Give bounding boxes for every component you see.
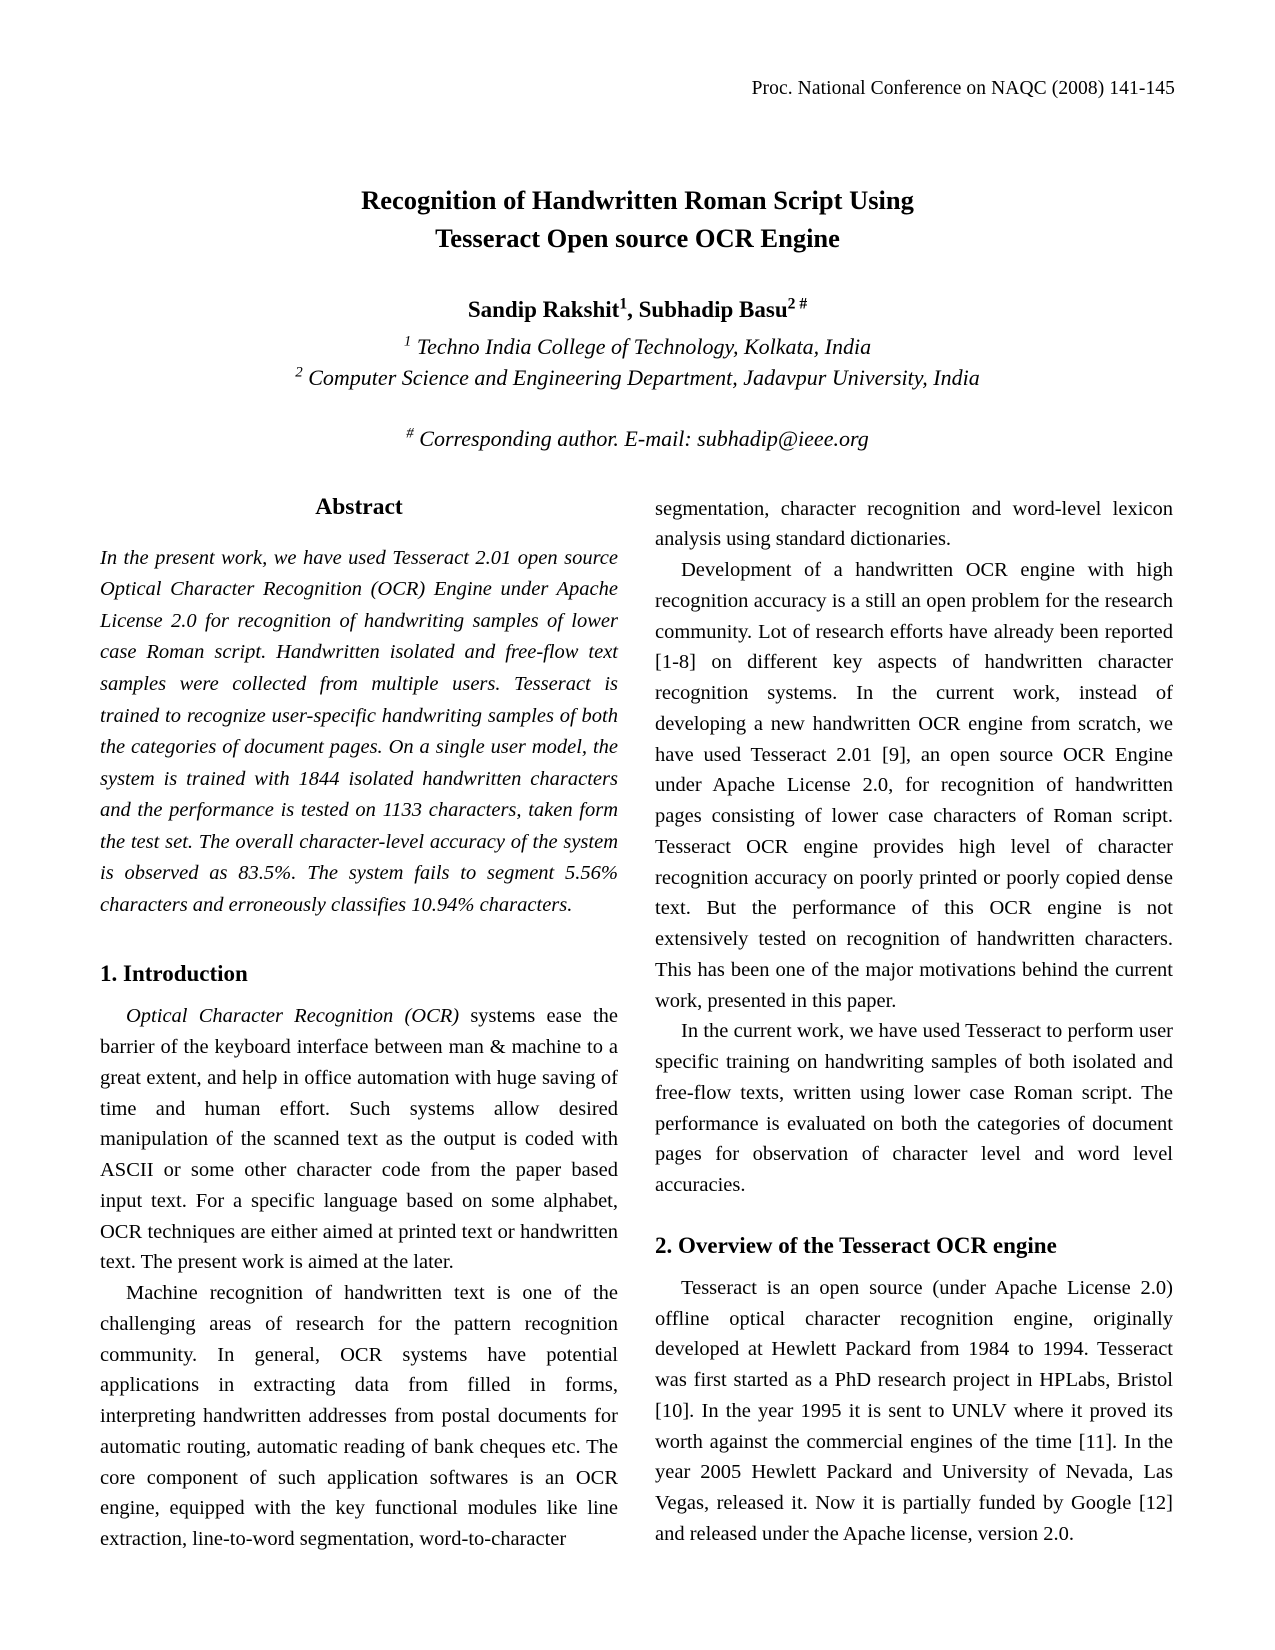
author-separator: , [627, 297, 639, 323]
author-list [100, 297, 1175, 323]
two-column-body [100, 494, 1175, 1555]
affiliation-2 [100, 362, 1175, 393]
affiliation-2-text: Computer Science and Engineering Department, Jadavpur University, India [308, 365, 980, 391]
author-name-2: Subhadip Basu [638, 297, 788, 323]
affiliation-1-marker: 1 [403, 333, 412, 350]
title-line-2: Tesseract Open source OCR Engine [435, 222, 840, 253]
right-column [655, 494, 1173, 1555]
affiliation-1-text: Techno India College of Technology, Kolkata, India [416, 334, 872, 360]
intro-paragraph-3: Development of a handwritten OCR engine with high recognition accuracy is a still an open problem for the research community. Lot of research efforts have already been reported [1-8] on different key aspects of handwritten character recognition systems. In the current work, instead of developing a new handwritten OCR engine from scratch, we have used Tesseract 2.01 [9], an open source OCR Engine under Apache License 2.0, for recognition of handwritten pages consisting of lower case characters of Roman script. Tesseract OCR engine provides high level of character recognition accuracy on poorly printed or poorly copied dense text. But the performance of this OCR engine is not extensively tested on recognition of handwritten characters. This has been one of the major motivations behind the current work, presented in this paper. [655, 559, 1173, 1012]
affiliations [100, 331, 1175, 393]
corresponding-marker: # [406, 425, 414, 442]
corresponding-author [100, 426, 1175, 452]
title-line-1: Recognition of Handwritten Roman Script Using [361, 185, 914, 215]
author-2-affil-marker: 2 # [787, 295, 808, 313]
intro-paragraph-2: Machine recognition of handwritten text is one of the challenging areas of research for the pattern recognition community. In general, OCR systems have potential applications in extracting data from filled in forms, interpreting handwritten addresses from postal documents for automatic routing, automatic reading of bank cheques etc. The core component of such application softwares is an OCR engine, equipped with the key functional modules like line extraction, line-to-word segmentation, word-to-character [100, 1282, 618, 1551]
title-block [100, 182, 1175, 257]
intro-paragraph-1 [100, 1001, 618, 1278]
intro-paragraph-1-rest: systems ease the barrier of the keyboard interface between man & machine to a great extent, and help in office automation with huge saving of time and human effort. Such systems allow desired manipulation of the scanned text as the output is coded with ASCII or some other character code from the paper based input text. For a specific language based on some alphabet, OCR techniques are either aimed at printed text or handwritten text. The present work is aimed at the later. [100, 1005, 618, 1274]
section-heading-introduction: 1. Introduction [100, 961, 248, 987]
intro-paragraph-4: In the current work, we have used Tesseract to perform user specific training on handwriting samples of both isolated and free-flow texts, written using lower case Roman script. The performance is evaluated on both the categories of document pages for observation of character level and word level accuracies. [655, 1020, 1173, 1197]
author-1-affil-marker: 1 [619, 295, 628, 313]
affiliation-1 [100, 331, 1175, 362]
author-name-1: Sandip Rakshit [467, 297, 620, 323]
abstract-heading: Abstract [315, 493, 403, 520]
intro-paragraph-2-continued: segmentation, character recognition and word-level lexicon analysis using standard dictionaries. [655, 497, 1173, 551]
abstract-body: In the present work, we have used Tesseract 2.01 open source Optical Character Recognition (OCR) Engine under Apache License 2.0 for recognition of handwriting samples of lower case Roman script. Handwritten isolated and free-flow text samples were collected from multiple users. Tesseract is trained to recognize user-specific handwriting samples of both the categories of document pages. On a single user model, the system is trained with 1844 isolated handwritten characters and the performance is tested on 1133 characters, taken form the test set. The overall character-level accuracy of the system is observed as 83.5%. The system fails to segment 5.56% characters and erroneously classifies 10.94% characters. [100, 546, 618, 916]
corresponding-text: Corresponding author. E-mail: subhadip@ieee.org [419, 425, 869, 451]
overview-paragraph-1: Tesseract is an open source (under Apache License 2.0) offline optical character recognition engine, originally developed at Hewlett Packard from 1984 to 1994. Tesseract was first started as a PhD research project in HPLabs, Bristol [10]. In the year 1995 it is sent to UNLV where it proved its worth against the commercial engines of the time [11]. In the year 2005 Hewlett Packard and University of Nevada, Las Vegas, released it. Now it is partially funded by Google [12] and released under the Apache license, version 2.0. [655, 1276, 1173, 1545]
running-head: Proc. National Conference on NAQC (2008) 141-145 [751, 78, 1175, 99]
intro-lead-term: Optical Character Recognition (OCR) [126, 1005, 460, 1028]
section-heading-overview: 2. Overview of the Tesseract OCR engine [655, 1232, 1057, 1258]
left-column [100, 494, 618, 1555]
affiliation-2-marker: 2 [295, 365, 303, 382]
page-title [100, 182, 1175, 257]
